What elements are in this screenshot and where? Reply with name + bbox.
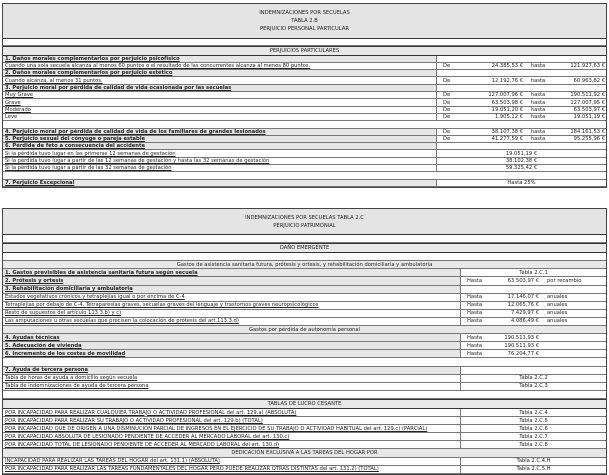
table-row [3,458,606,466]
table-row [3,85,606,92]
section-heading: Gastos por pérdida de autonomía personal [248,326,361,333]
range-separator: hasta [530,114,546,121]
value-text: Hasta 25% [507,179,536,186]
amount-from: 190.511,93 € [504,342,539,349]
value-cell [436,180,606,186]
table-row [3,277,606,285]
row-label: 3. Perjuicio moral por pérdida de calidad de vida ocasionada por las secuelas [3,85,436,91]
value-cell [436,85,606,91]
table-subtitle: PERJUICIO PERSONAL PARTICULAR [260,26,349,32]
row-label: POR INCAPACIDAD ABSOLUTA DE LESIONADO PENDIENTE DE ACCEDER AL MERCADO LABORAL del art. 130.c) [5,433,290,440]
row-label: INCAPACIDAD PARA REALIZAR LAS TAREAS DEL HOGAR del art. 131.1) (ABSOLUTA) [5,458,220,465]
value-cell [460,294,606,301]
amount-from: 63.503,97 € [507,278,539,285]
table-row [3,342,606,350]
table-row [3,417,606,425]
section-heading-row [3,399,606,409]
amount-from: 12.192,76 € [491,77,523,84]
value-text: Tabla 2.C.4 [519,409,548,416]
value-cell [460,441,606,448]
section-heading-row [3,46,606,55]
table-row [3,165,606,172]
table-row [3,466,606,474]
blank-row [3,172,606,179]
value-text: Tabla 2.C.5.H [516,466,551,473]
table-row [3,114,606,121]
value-cell [436,150,606,156]
table-row [3,107,606,114]
value-cell [436,56,606,62]
range-prefix: De [443,114,451,121]
value-text: Tabla 2.C.1 [519,269,548,276]
row-label: 2. Daños morales complementarios por perjuicio estético [3,70,436,76]
amount-unit: anuales [547,318,568,325]
amount-from: 7.429,97 € [510,310,539,317]
amount-to: 190.511,92 € [570,92,605,99]
table-body [3,39,606,187]
value-cell [460,350,606,357]
value-text: 19.051,19 € [505,150,538,157]
blank-row [3,358,606,366]
amount-to: 95.255,96 € [573,136,605,142]
amount-from: 19.051,20 € [491,106,523,113]
row-label: Leve [5,114,18,121]
value-cell [460,269,606,276]
table-header [3,4,606,39]
row-label: 4. Ayudas técnicas [3,334,460,341]
value-cell [436,114,606,120]
range-prefix: De [443,92,451,99]
table-row [3,334,606,342]
range-separator: hasta [530,136,546,142]
table-row [3,310,606,318]
table-row [3,367,606,375]
value-cell [436,77,606,83]
table-subtitle: PERJUICIO PATRIMONIAL [273,222,336,229]
table-row [3,302,606,310]
table-row [3,158,606,165]
row-label: Estados vegetativos crónicos y tetraplejias igual o por encima de C-4 [5,294,185,301]
table-header [3,209,606,235]
row-label: 5. Perjuicio sexual del cónyuge o pareja estable [3,136,436,142]
amount-from: 190.511,93 € [504,334,539,341]
value-cell [436,70,606,76]
row-label: Moderado [5,106,31,113]
range-separator: hasta [530,128,546,135]
amount-to: 63.503,97 € [573,106,605,113]
row-label: 7. Perjuicio Excepcional [3,180,436,186]
range-prefix: Hasta [467,342,482,349]
table-row [3,70,606,77]
table-row [3,92,606,99]
amount-from: 63.503,98 € [491,99,523,106]
value-cell [460,334,606,341]
range-prefix: Hasta [467,318,482,325]
range-prefix: De [443,136,451,142]
range-prefix: Hasta [467,294,482,301]
blank-row [3,121,606,128]
row-label: Las amputaciones u otras secuelas que precisen la colocación de prótesis del art.113.3.d) [5,318,239,325]
table-row [3,294,606,302]
table-body [3,235,606,474]
value-cell [436,92,606,98]
range-prefix: Hasta [467,350,482,357]
row-label: 1. Daños morales complementarios por perjuicio psicofísico [3,56,436,62]
row-label: 3. Rehabilitación domiciliaria y ambulatoria [3,286,460,293]
value-cell [460,375,606,382]
range-prefix: De [443,99,451,106]
value-cell [460,277,606,284]
row-label: 6. Pérdida de feto a consecuencia del accidente [3,143,436,149]
value-cell [436,165,606,171]
row-label: Si la pérdida tuvo lugar en las primeras 12 semanas de gestación [5,150,176,157]
section-heading: PERJUICIOS PARTICULARES [269,47,340,54]
table-row [3,269,606,277]
table-row [3,318,606,326]
section-heading-row [3,326,606,334]
value-cell [460,286,606,293]
amount-from: 127.007,96 € [488,92,523,99]
value-cell [436,63,606,69]
table-row [3,129,606,136]
amount-unit: por recambio [547,278,582,285]
table-2c-perjuicio-patrimonial [2,208,607,475]
table-title: INDEMNIZACIONES POR SECUELAS TABLA 2.C [245,214,364,221]
row-label: POR INCAPACIDAD TOTAL DE LESIONADO PENDIENTE DE ACCEDER AL MERCADO LABORAL del art. 130.d) [5,441,280,448]
value-cell [460,409,606,416]
table-title: INDEMNIZACIONES POR SECUELAS [259,10,350,16]
range-prefix: Hasta [467,302,482,309]
range-prefix: De [443,77,451,84]
range-prefix: De [443,128,451,135]
value-cell [460,302,606,309]
amount-from: 17.146,07 € [507,294,539,301]
value-text: Tabla 2.C.5 [519,417,548,424]
value-cell [460,433,606,440]
blank-row [3,253,606,261]
blank-row [3,391,606,399]
range-prefix: De [443,63,451,70]
value-cell [460,367,606,374]
amount-from: 24.385,53 € [491,63,523,70]
range-separator: hasta [530,106,546,113]
row-label: 7. Ayuda de tercera persona [3,367,460,374]
value-cell [460,342,606,349]
row-label: Tabla de horas de ayuda a domicilio según secuela [5,375,138,382]
section-heading: DEDICACIÓN EXCLUSIVA A LAS TAREAS DEL HOGAR POR [231,449,378,456]
row-label: POR INCAPACIDAD PARA REALIZAR LAS TAREAS FUNDAMENTALES DEL HOGAR PERO PUEDE REALIZAR OTRAS DISTINTAS del art. 131.2) (TOTAL) [5,466,379,473]
table-row [3,441,606,449]
range-separator: hasta [530,92,546,99]
blank-row [3,39,606,46]
blank-row [3,235,606,243]
row-label: 4. Perjuicio moral por pérdida de calidad de vida de los familiares de grandes lesionados [3,129,436,135]
section-heading-row [3,261,606,269]
row-label: Tabla de indemnizaciones de ayuda de tercera persona [5,383,149,390]
range-prefix: Hasta [467,334,482,341]
value-text: Tabla 2.C.6 [519,425,548,432]
table-row [3,383,606,391]
range-separator: hasta [530,99,546,106]
row-label: Cuando una sola secuela alcanza al menos 60 puntos o el resultado de las concurrentes alcanza al menos 80 puntos. [5,63,311,70]
value-cell [436,143,606,149]
value-text: Tabla 2.C.2 [519,375,548,382]
row-label: 5. Adecuación de vivienda [3,342,460,349]
section-heading-row [3,243,606,253]
row-label: Si la pérdida tuvo lugar a partir de las 32 semanas de gestación [5,165,172,172]
table-row [3,425,606,433]
range-prefix: Hasta [467,310,482,317]
value-text: Tabla 2.C.4.H [516,458,551,465]
range-prefix: De [443,106,451,113]
value-text: Tabla 2.C.3 [519,383,548,390]
table-row [3,143,606,150]
value-cell [460,425,606,432]
range-separator: hasta [530,77,546,84]
row-label: Resto de supuestos del artículo 113.3.b) y c) [5,310,122,317]
table-row [3,180,606,187]
amount-to: 127.007,95 € [570,99,605,106]
value-text: Tabla 2.C.7 [519,433,548,440]
section-heading: Gastos de asistencia sanitaria futura, prótesis y ortesis, y rehabilitación domiciliaria y ambulatoria [176,261,433,268]
table-row [3,56,606,63]
table-row [3,286,606,294]
row-label: Muy Grave [5,92,34,99]
row-label: Grave [5,99,21,106]
section-heading-row [3,449,606,457]
value-text: Tabla 2.C.8 [519,441,548,448]
value-cell [436,136,606,142]
amount-from: 1.905,12 € [494,114,523,121]
section-heading: TABLAS DE LUCRO CESANTE [267,400,342,407]
row-label: Tetraplejias por debajo de C-4, Tetraparesias graves, secuelas graves del lenguaje y trastornos graves neuropsicológicos [5,302,319,309]
amount-from: 76.204,77 € [507,350,539,357]
value-cell [436,99,606,105]
row-label: POR INCAPACIDAD QUE DE ORIGEN A UNA DISMINUCIÓN PARCIAL DE INGRESOS EN EL EJERCICIO DE SU TRABAJO O ACTIVIDAD HABITUAL del art. 129.c) (PARCIAL) [5,425,428,432]
value-cell [460,383,606,390]
table-row [3,77,606,84]
value-cell [436,107,606,113]
table-row [3,350,606,358]
row-label: POR INCAPACIDAD PARA REALIZAR CUALQUIER TRABAJO O ACTIVIDAD PROFESIONAL del art. 129.a) (ABSOLUTA) [5,409,297,416]
amount-to: 60.963,82 € [573,77,605,84]
amount-to: 121.927,63 € [570,63,605,70]
table-row [3,375,606,383]
amount-to: 184.161,53 € [570,128,605,135]
table-row [3,150,606,157]
amount-from: 4.086,49 € [510,318,539,325]
value-cell [460,310,606,317]
table-row [3,433,606,441]
value-text: 59.325,42 € [505,165,538,172]
table-number: TABLA 2.B [291,18,318,24]
row-label: 1. Gastos previsibles de asistencia sanitaria futura según secuela [3,269,460,276]
value-cell [460,466,606,473]
row-label: 6. Incremento de los costes de movilidad [3,350,460,357]
range-separator: hasta [530,63,546,70]
table-2b-perjuicio-personal-particular [2,3,607,188]
row-label: Si la pérdida tuvo lugar a partir de las 12 semanas de gestación y hasta las 32 semanas de gestación [5,157,270,164]
amount-unit: anuales [547,302,568,309]
value-cell [436,158,606,164]
amount-unit: anuales [547,310,568,317]
table-row [3,409,606,417]
row-label: Cuando alcanza, al menos 31 puntos. [5,77,103,84]
amount-unit: anuales [547,294,568,301]
amount-to: 19.051,19 € [573,114,605,121]
value-text: 38.102,38 € [505,157,538,164]
value-cell [460,417,606,424]
value-cell [436,129,606,135]
table-row [3,99,606,106]
section-heading: DAÑO EMERGENTE [279,245,330,252]
value-cell [460,458,606,465]
amount-from: 12.065,76 € [507,302,539,309]
range-prefix: Hasta [467,278,482,285]
table-row [3,63,606,70]
table-row [3,136,606,143]
row-label: 2. Prótesis y ortesis [3,277,460,284]
amount-from: 41.277,59 € [491,136,523,142]
amount-from: 38.107,38 € [491,128,523,135]
row-label: POR INCAPACIDAD PARA REALIZAR SU TRABAJO O ACTIVIDAD PROFESIONAL del art. 129.b) (TOTAL) [5,417,263,424]
value-cell [460,318,606,325]
